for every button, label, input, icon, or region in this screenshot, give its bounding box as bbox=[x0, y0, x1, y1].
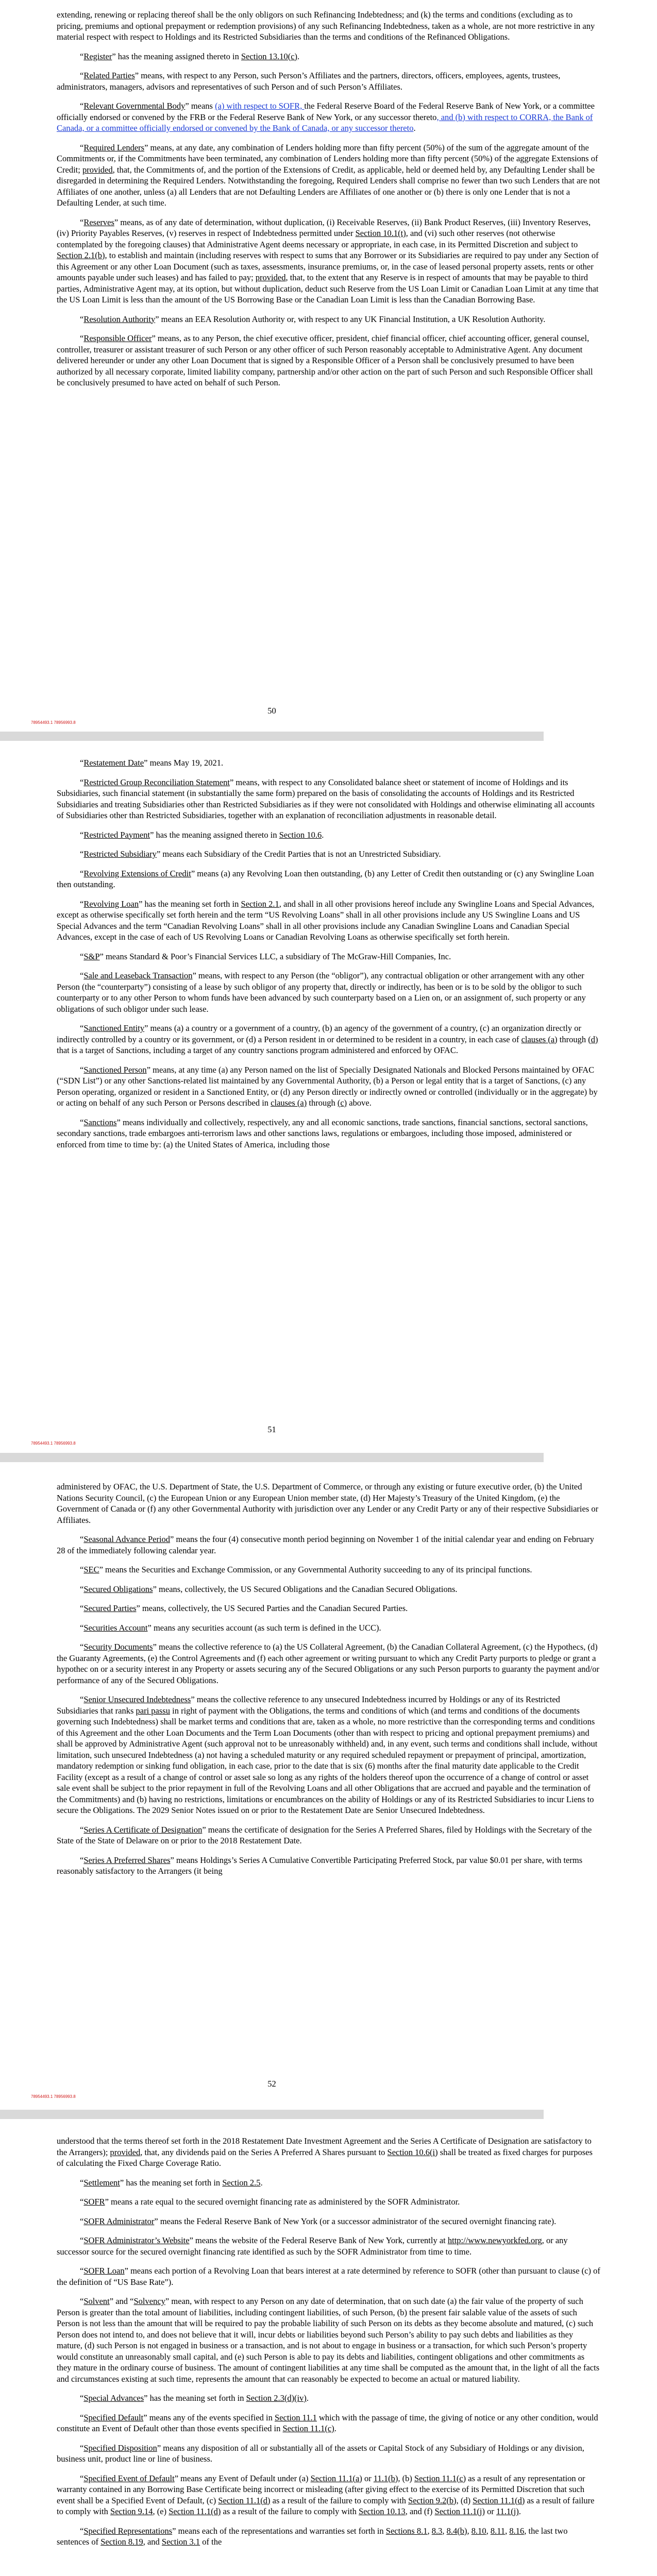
defined-term: Section 11.1(d) bbox=[473, 2495, 525, 2505]
text-run: administered by OFAC, the U.S. Department of State, the U.S. Department of Commerce, or through any existing or future executive order, (b) the United Nations Security Council, (c) the European Union or any European Union member state, (d) Her Majesty’s Treasury of the United Kingdom, (e) the Government of Canada or (f) any other Governmental Authority with jurisdiction over any Lender or any Credit Party or any of their respective Subsidiaries or Affiliates. bbox=[57, 1482, 599, 1525]
text-run: . bbox=[334, 2424, 336, 2433]
definition-paragraph bbox=[57, 1023, 600, 1056]
defined-term: Reserves bbox=[83, 217, 114, 227]
text-run: ” means, collectively, the US Secured Obligations and the Canadian Secured Obligations. bbox=[153, 1584, 458, 1594]
text-run: , that, any dividends paid on the Series A Preferred A Shares pursuant to bbox=[140, 2147, 388, 2157]
defined-term: Section 11.1(a) bbox=[310, 2473, 362, 2483]
text-run: understood that the terms thereof set forth in the 2018 Restatement Date Investment Agreement and the Series A Certificate of Designation are satisfactory to the Arrangers); bbox=[57, 2136, 592, 2157]
text-run: “ bbox=[80, 2216, 84, 2226]
definition-paragraph bbox=[57, 2412, 600, 2434]
defined-term: Responsible Officer bbox=[83, 333, 152, 343]
page-number: 52 bbox=[267, 2079, 276, 2089]
defined-term: SOFR bbox=[83, 2197, 105, 2207]
text-run: . bbox=[260, 2177, 263, 2188]
defined-term: SOFR Administrator’s Website bbox=[83, 2235, 190, 2245]
definition-paragraph bbox=[57, 100, 600, 134]
text-run: “ bbox=[80, 951, 84, 961]
defined-term: Section 2.1 bbox=[241, 899, 279, 909]
text-run: “ bbox=[80, 1642, 84, 1652]
defined-term: Solvent bbox=[83, 2296, 110, 2306]
text-run: “ bbox=[80, 899, 84, 909]
text-run: ” means the Securities and Exchange Commission, or any Governmental Authority succeeding to any of its principal functions. bbox=[99, 1565, 532, 1574]
defined-term: Revolving Extensions of Credit bbox=[83, 868, 191, 878]
text-run: , bbox=[486, 2526, 491, 2536]
defined-term: (c) bbox=[337, 1098, 347, 1108]
page-number: 51 bbox=[267, 1425, 276, 1434]
defined-term: Senior Unsecured Indebtedness bbox=[83, 1694, 191, 1704]
defined-term: Seasonal Advance Period bbox=[83, 1534, 171, 1544]
definition-paragraph bbox=[57, 2235, 600, 2257]
text-run: ” and “ bbox=[109, 2296, 134, 2306]
defined-term: Section 10.6 bbox=[279, 829, 322, 840]
defined-term: Section 9.14 bbox=[110, 2506, 153, 2516]
text-run: ” means an EEA Resolution Authority or, with respect to any UK Financial Institution, a UK Resolution Authority. bbox=[155, 314, 546, 324]
text-run: . bbox=[297, 51, 300, 61]
text-run: ” means bbox=[185, 101, 215, 111]
text-run: “ bbox=[80, 1622, 84, 1633]
defined-term: Restricted Subsidiary bbox=[83, 849, 157, 859]
defined-term: Section 10.13 bbox=[358, 2506, 406, 2516]
text-run: “ bbox=[80, 2526, 84, 2536]
text-run: ” means the website of the Federal Reserve Bank of New York, currently at bbox=[189, 2235, 448, 2245]
definition-paragraph bbox=[57, 1603, 600, 1614]
text-run: through bbox=[307, 1098, 338, 1108]
defined-term: Series A Preferred Shares bbox=[83, 1855, 171, 1865]
page-number: 50 bbox=[267, 706, 276, 716]
page-separator bbox=[0, 732, 544, 741]
text-run: ” means, with respect to any Consolidated balance sheet or statement of income of Holdings and its Subsidiaries, such financial statement (in substantially the same form) prepared on the basis of consolidating the accounts of Holdings and its Restricted Subsidiaries and treating Subsidiaries other than Restricted Subsidiaries as if they were not consolidated with Holdings and otherwise eliminating all accounts of Subsidiaries other than Restricted Subsidiaries, together with an explanation of reconciliation adjustments in reasonable detail. bbox=[57, 777, 595, 820]
text-run: , and (vi) such other reserves (not otherwise contemplated by the foregoing clauses) that Administrative Agent deems necessary or appropriate, in each case, in its Permitted Discretion and subject to bbox=[57, 228, 578, 249]
definition-paragraph bbox=[57, 9, 600, 43]
text-run: which with the passage of time, the giving of notice or any other condition, would constitute an Event of Default other than those events specified in bbox=[57, 2412, 598, 2433]
text-run: “ bbox=[80, 1534, 84, 1544]
definition-paragraph bbox=[57, 1584, 600, 1595]
definition-paragraph bbox=[57, 1064, 600, 1109]
text-run: “ bbox=[80, 333, 84, 343]
defined-term: Sale and Leaseback Transaction bbox=[83, 971, 193, 980]
text-run: “ bbox=[80, 849, 84, 859]
text-run: as a result of any representation or warranty contained in any Borrowing Base Certificate being incorrect or misleading (after giving effect to the exercise of its Permitted Discretion that such event shall be a Specified Event of Default, (c) bbox=[57, 2473, 585, 2505]
text-run: , bbox=[427, 2526, 432, 2536]
text-run: ” means, as of any date of determination, without duplication, (i) Receivable Reserves, (ii) Bank Product Reserves, (iii) Inventory Reserves, (iv) Priority Payables Reserves, (v) reserves in respect of Indebtedness permitted under bbox=[57, 217, 591, 238]
defined-term: Restricted Payment bbox=[83, 829, 150, 840]
text-run: “ bbox=[80, 1824, 84, 1835]
text-run: , (e) bbox=[153, 2506, 169, 2516]
defined-term: 8.10 bbox=[471, 2526, 486, 2536]
text-run: “ bbox=[80, 1023, 84, 1033]
text-run: above. bbox=[347, 1098, 372, 1108]
text-run: , and (f) bbox=[405, 2506, 435, 2516]
defined-term: SOFR Administrator bbox=[83, 2216, 155, 2226]
defined-term: 8.11 bbox=[490, 2526, 506, 2536]
defined-term: Section 11.1(d) bbox=[169, 2506, 221, 2516]
definition-paragraph bbox=[57, 1564, 600, 1575]
text-run: ” means May 19, 2021. bbox=[144, 758, 224, 768]
text-run: “ bbox=[80, 1603, 84, 1613]
text-run: ” means, at any time (a) any Person named on the list of Specially Designated Nationals and Blocked Persons maintained by OFAC (“SDN List”) or any other Sanctions-related list maintained by any Governmental Authority, (b) a Person or legal entity that is a target of Sanctions, (c) any Person operating, organized or resident in a Sanctioned Entity, or (d) any Person directly or indirectly owned or controlled (individually or in the aggregate) by or acting on behalf of any such Person or Persons described in bbox=[57, 1064, 598, 1108]
text-run: “ bbox=[80, 314, 84, 324]
defined-term: Security Documents bbox=[83, 1642, 153, 1652]
text-run: ” means the collective reference to any unsecured Indebtedness incurred by Holdings or any of its Restricted Subsidiaries that ranks bbox=[57, 1694, 560, 1716]
defined-term: Specified Default bbox=[83, 2412, 144, 2422]
text-run: ” means Standard & Poor’s Financial Services LLC, a subsidiary of The McGraw-Hill Companies, Inc. bbox=[99, 951, 451, 961]
text-run: , and bbox=[143, 2537, 162, 2547]
text-run: “ bbox=[80, 1694, 84, 1704]
text-run: “ bbox=[80, 971, 84, 980]
definition-paragraph bbox=[57, 2296, 600, 2384]
text-run: “ bbox=[80, 1064, 84, 1075]
defined-term: Required Lenders bbox=[83, 142, 145, 152]
defined-term: Securities Account bbox=[83, 1622, 148, 1633]
defined-term: Section 3.1 bbox=[161, 2537, 200, 2547]
text-run: ” means, with respect to any Person, such Person’s Affiliates and the partners, directors, officers, employees, agents, trustees, administrators, managers, advisors and representatives of such Person and of such Person’s Affiliates. bbox=[57, 71, 561, 92]
text-run: “ bbox=[80, 1117, 84, 1127]
text-run: ” has the meaning set forth in bbox=[139, 899, 241, 909]
defined-term: Secured Parties bbox=[83, 1603, 137, 1613]
defined-term: Section 8.19 bbox=[100, 2537, 143, 2547]
defined-term: (d) bbox=[588, 1034, 598, 1044]
text-run: through bbox=[557, 1034, 588, 1044]
definition-paragraph bbox=[57, 1694, 600, 1816]
definition-paragraph bbox=[57, 849, 600, 860]
defined-term: provided bbox=[110, 2147, 141, 2157]
page-content bbox=[0, 1481, 657, 1885]
defined-term: S&P bbox=[83, 951, 100, 961]
text-run: , (d) bbox=[456, 2495, 473, 2505]
defined-term: Settlement bbox=[83, 2177, 120, 2188]
defined-term: Solvency bbox=[133, 2296, 165, 2306]
text-run: , and shall in all other provisions hereof include any Swingline Loans and Special Advances, except as otherwise specifically set forth herein and the term “US Revolving Loans” shall in all other provisions include any US Swingline Loans and US Special Advances and the term “Canadian Revolving Loans” shall in all other provisions include any Canadian Swingline Loans and Canadian Special Advances, except in the case of each of US Revolving Loans or Canadian Revolving Loans as otherwise specifically set forth herein. bbox=[57, 899, 595, 942]
definition-paragraph bbox=[57, 1534, 600, 1556]
defined-term: Section 11.1(j) bbox=[434, 2506, 485, 2516]
text-run: ” means, collectively, the US Secured Parties and the Canadian Secured Parties. bbox=[136, 1603, 408, 1613]
text-run: “ bbox=[80, 2393, 84, 2403]
defined-term: Revolving Loan bbox=[83, 899, 139, 909]
text-run: “ bbox=[80, 2197, 84, 2207]
definition-paragraph bbox=[57, 1622, 600, 1634]
defined-term: Section 11.1 bbox=[275, 2412, 317, 2422]
text-run: ” means any Event of Default under (a) bbox=[174, 2473, 311, 2483]
defined-term: Specified Disposition bbox=[83, 2443, 157, 2453]
text-run: “ bbox=[80, 2235, 84, 2245]
text-run: ” means any disposition of all or substantially all of the assets or Capital Stock of any Subsidiary of Holdings or any division, business unit, product line or line of business. bbox=[57, 2443, 584, 2464]
defined-term: Section 11.1(c) bbox=[282, 2424, 334, 2433]
page-content bbox=[0, 2136, 657, 2556]
defined-term: 11.1(b) bbox=[373, 2473, 398, 2483]
definition-paragraph bbox=[57, 2196, 600, 2208]
defined-term: Section 10.1(t) bbox=[355, 228, 406, 238]
definition-paragraph bbox=[57, 2526, 600, 2548]
text-run: ” means each portion of a Revolving Loan that bears interest at a rate determined by reference to SOFR (other than pursuant to clause (c) of the definition of “US Base Rate”). bbox=[57, 2266, 600, 2287]
text-run: as a result of the failure to comply with bbox=[221, 2506, 359, 2516]
text-run: “ bbox=[80, 217, 84, 227]
definition-paragraph bbox=[57, 1824, 600, 1846]
defined-term: pari passu bbox=[136, 1705, 170, 1716]
text-run: ” means the collective reference to (a) the US Collateral Agreement, (b) the Canadian Collateral Agreement, (c) the Hypothecs, (d) the Guaranty Agreements, (e) the Control Agreements and (f) each other agreement or writing pursuant to which any Credit Party purports to pledge or grant a hypothec on or a security interest in any Property or assets securing any of the Secured Obligations or any such Person purports to guaranty the payment and/or performance of any of the Secured Obligations. bbox=[57, 1642, 599, 1685]
defined-term: Sanctioned Person bbox=[83, 1064, 147, 1075]
text-run: as a result of the failure to comply with bbox=[270, 2495, 409, 2505]
text-run: the Federal Reserve Board of the Federal Reserve Bank of New York, or a committee officially endorsed or convened by the FRB or the Federal Reserve Bank of New York, or any successor thereto bbox=[57, 101, 595, 122]
defined-term: Specified Representations bbox=[83, 2526, 173, 2536]
definition-paragraph bbox=[57, 314, 600, 325]
text-run: or bbox=[362, 2473, 374, 2483]
defined-term: Series A Certificate of Designation bbox=[83, 1824, 203, 1835]
text-run: “ bbox=[80, 1565, 84, 1574]
text-run: , bbox=[467, 2526, 471, 2536]
definition-paragraph bbox=[57, 868, 600, 890]
defined-term: Section 2.1(b) bbox=[57, 250, 105, 260]
inserted-text: , and (b) with respect to CORRA, the Bank of Canada, or a committee officially endorsed or convened by the Bank of Canada, or any successor thereto bbox=[57, 112, 593, 133]
text-run: of the bbox=[200, 2537, 222, 2547]
text-run: extending, renewing or replacing thereof shall be the only obligors on such Refinancing Indebtedness; and (k) the terms and conditions (excluding as to pricing, premiums and optional prepayment or redemption provisions) of any such Refinancing Indebtedness, taken as a whole, are not more restrictive in any material respect with respect to Holdings and its Restricted Subsidiaries than the terms and conditions of the Refinanced Obligations. bbox=[57, 10, 595, 42]
definition-paragraph bbox=[57, 1855, 600, 1877]
defined-term: Section 2.5 bbox=[222, 2177, 261, 2188]
defined-term: 8.16 bbox=[509, 2526, 525, 2536]
text-run: ” means individually and collectively, respectively, any and all economic sanctions, trade sanctions, financial sanctions, sectoral sanctions, secondary sanctions, trade embargoes anti-terrorism laws and other sanctions laws, regulations or embargoes, including those imposed, administered or enforced from time to time by: (a) the United States of America, including those bbox=[57, 1117, 588, 1149]
text-run: “ bbox=[80, 1855, 84, 1865]
text-run: “ bbox=[80, 758, 84, 768]
defined-term: Secured Obligations bbox=[83, 1584, 153, 1594]
text-run: “ bbox=[80, 829, 84, 840]
definition-paragraph bbox=[57, 1641, 600, 1686]
defined-term: provided bbox=[255, 273, 286, 282]
text-run: in right of payment with the Obligations, the terms and conditions of which (and terms and conditions of the documents governing such Indebtedness) shall be market terms and conditions that are, taken as a whole, no more restrictive than the corresponding terms and conditions of this Agreement and the other Loan Documents and the Term Loan Documents (other than with respect to pricing and optional prepayment premiums) and shall be approved by Administrative Agent (such approval not to be unreasonably withheld) and, in any event, such terms and conditions shall include, without limitation, such unsecured Indebtedness (a) not having a scheduled maturity or any required scheduled repayment or prepayment of principal, amortization, mandatory redemption or sinking fund obligation, in each case, prior to the date that is six (6) months after the final maturity date applicable to the Credit Facility (except as a result of a change of control or asset sale so long as any rights of the holders thereof upon the occurrence of a change of control or asset sale event shall be subject to the prior repayment in full of the Revolving Loans and all other Obligations that are accrued and payable and the termination of the Commitments) and (b) having no restrictions, limitations or encumbrances on the ability of Holdings or any of its Restricted Subsidiaries to incur Liens to secure the Obligations. The 2029 Senior Notes issued on or prior to the Restatement Date are Senior Unsecured Indebtedness. bbox=[57, 1705, 598, 1815]
defined-term: Section 11.1(d) bbox=[218, 2495, 271, 2505]
text-run: , that, the Commitments of, and the portion of the Extensions of Credit, as applicable, held or deemed held by, any Defaulting Lender shall be disregarded in determining the Required Lenders. Notwithstanding the foregoing, Required Lenders shall comprise no fewer than two such Lenders that are not Affiliates of one another, unless (a) all Lenders that are not Defaulting Lenders are Affiliates of one another or (b) there is only one Lender that is not a Defaulting Lender, at such time. bbox=[57, 164, 600, 208]
definition-paragraph bbox=[57, 2443, 600, 2465]
defined-term: 11.1(j) bbox=[496, 2506, 519, 2516]
text-run: ” means each of the representations and warranties set forth in bbox=[172, 2526, 386, 2536]
definition-paragraph bbox=[57, 1117, 600, 1150]
defined-term: SOFR Loan bbox=[83, 2266, 125, 2276]
page-content bbox=[0, 757, 657, 1158]
definition-paragraph bbox=[57, 2473, 600, 2517]
text-run: ” means the certificate of designation for the Series A Preferred Shares, filed by Holdings with the Secretary of the State of the State of Delaware on or prior to the 2018 Restatement Date. bbox=[57, 1824, 592, 1845]
page-separator bbox=[0, 1453, 544, 1462]
definition-paragraph bbox=[57, 829, 600, 841]
text-run: ” means Holdings’s Series A Cumulative Convertible Participating Preferred Stock, par value $0.01 per share, with terms reasonably satisfactory to the Arrangers (it being bbox=[57, 1855, 583, 1876]
defined-term: 8.3 bbox=[431, 2526, 443, 2536]
text-run: , to establish and maintain (including reserves with respect to sums that any Borrower or its Subsidiaries are required to pay under any Section of this Agreement or any other Loan Document (such as taxes, assessments, insurance premiums, or, in the case of leased personal property assets, rents or other amounts payable under such leases) and has failed to pay; bbox=[57, 250, 599, 282]
text-run: . bbox=[322, 829, 324, 840]
definition-paragraph bbox=[57, 2393, 600, 2404]
text-run: ” means, at any date, any combination of Lenders holding more than fifty percent (50%) of the sum of the aggregate amount of the Commitments or, if the Commitments have been terminated, any combination of Lenders holding more than fifty percent (50%) of the aggregate Extensions of Credit; bbox=[57, 142, 598, 175]
defined-term: Section 2.3(d)(iv) bbox=[246, 2393, 307, 2403]
definition-paragraph bbox=[57, 1481, 600, 1526]
defined-term: Specified Event of Default bbox=[83, 2473, 175, 2483]
text-run: . bbox=[518, 2506, 521, 2516]
text-run: ” means, as to any Person, the chief executive officer, president, chief financial officer, chief accounting officer, general counsel, controller, treasurer or assistant treasurer of such Person or any other officer of such Person reasonably acceptable to Administrative Agent. Any document delivered hereunder or under any other Loan Document that is signed by a Responsible Officer of a Person shall be conclusively presumed to have been authorized by all necessary corporate, limited liability company, partnership and/or other action on the part of such Person and such Responsible Officer shall be conclusively presumed to have acted on behalf of such Person. bbox=[57, 333, 593, 387]
defined-term: Section 13.10(c) bbox=[241, 51, 298, 61]
definition-paragraph bbox=[57, 2136, 600, 2169]
text-run: , the last two sentences of bbox=[57, 2526, 568, 2547]
definition-paragraph bbox=[57, 142, 600, 209]
text-run: . bbox=[306, 2393, 309, 2403]
text-run: ” has the meaning assigned thereto in bbox=[150, 829, 279, 840]
definition-paragraph bbox=[57, 899, 600, 943]
text-run: or bbox=[484, 2506, 496, 2516]
defined-term: Sanctions bbox=[83, 1117, 117, 1127]
definition-paragraph bbox=[57, 51, 600, 62]
defined-term: provided bbox=[82, 164, 113, 175]
defined-term: Restricted Group Reconciliation Statement bbox=[83, 777, 230, 787]
defined-term: http://www.newyorkfed.org bbox=[447, 2235, 542, 2245]
text-run: ” means a rate equal to the secured overnight financing rate as administered by the SOFR Administrator. bbox=[105, 2197, 460, 2207]
text-run: , or any successor source for the secured overnight financing rate identified as such by the SOFR Administrator from time to time. bbox=[57, 2235, 568, 2257]
definition-paragraph bbox=[57, 2216, 600, 2227]
text-run: “ bbox=[80, 71, 84, 80]
defined-term: clauses (a) bbox=[271, 1098, 307, 1108]
defined-term: 8.4(b) bbox=[446, 2526, 467, 2536]
text-run: ” has the meaning set forth in bbox=[120, 2177, 223, 2188]
text-run: shall be treated as fixed charges for purposes of calculating the Fixed Charge Coverage Ratio. bbox=[57, 2147, 593, 2168]
defined-term: Sanctioned Entity bbox=[83, 1023, 145, 1033]
definition-paragraph bbox=[57, 2265, 600, 2287]
defined-term: clauses (a) bbox=[521, 1034, 558, 1044]
text-run: “ bbox=[80, 868, 84, 878]
text-run: “ bbox=[80, 101, 84, 111]
defined-term: Resolution Authority bbox=[83, 314, 156, 324]
text-run: “ bbox=[80, 2177, 84, 2188]
defined-term: Register bbox=[83, 51, 112, 61]
text-run: “ bbox=[80, 2296, 84, 2306]
text-run: “ bbox=[80, 142, 84, 152]
text-run: ” means any of the events specified in bbox=[143, 2412, 275, 2422]
text-run: ” means the Federal Reserve Bank of New York (or a successor administrator of the secured overnight financing rate). bbox=[154, 2216, 557, 2226]
text-run: ” has the meaning set forth in bbox=[144, 2393, 246, 2403]
defined-term: Special Advances bbox=[83, 2393, 144, 2403]
text-run: , bbox=[505, 2526, 510, 2536]
text-run: , that, to the extent that any Reserve is in respect of amounts that may be payable to third parties, Administrative Agent may, at its option, but without duplication, deduct such Reserve from the US Loan Limit or Canadian Loan Limit at any time that the US Loan Limit is less than the amount of the US Borrowing Base or the Canadian Loan Limit is less than the Canadian Borrowing Base. bbox=[57, 273, 599, 304]
text-run: “ bbox=[80, 2443, 84, 2453]
page-content bbox=[0, 9, 657, 397]
definition-paragraph bbox=[57, 70, 600, 92]
document-id: 78954493.1 78956993.8 bbox=[31, 2094, 76, 2099]
defined-term: Section 10.6(i) bbox=[387, 2147, 438, 2157]
text-run: “ bbox=[80, 2473, 84, 2483]
text-run: ” has the meaning assigned thereto in bbox=[112, 51, 241, 61]
defined-term: Restatement Date bbox=[83, 758, 144, 768]
text-run: ” means (a) any Revolving Loan then outstanding, (b) any Letter of Credit then outstanding or (c) any Swingline Loan then outstanding. bbox=[57, 868, 594, 889]
definition-paragraph bbox=[57, 333, 600, 388]
text-run: “ bbox=[80, 777, 84, 787]
text-run: ” means each Subsidiary of the Credit Parties that is not an Unrestricted Subsidiary. bbox=[156, 849, 441, 859]
text-run: “ bbox=[80, 51, 84, 61]
defined-term: Sections 8.1 bbox=[385, 2526, 428, 2536]
definition-paragraph bbox=[57, 970, 600, 1014]
text-run: “ bbox=[80, 2266, 84, 2276]
text-run: ” means (a) a country or a government of a country, (b) an agency of the government of a country, (c) an organization directly or indirectly controlled by a country or its government, or (d) a Person resident in or determined to be resident in a country, in each case of bbox=[57, 1023, 581, 1044]
document-id: 78954493.1 78956993.8 bbox=[31, 1441, 76, 1446]
definition-paragraph bbox=[57, 757, 600, 769]
text-run: . bbox=[413, 123, 416, 133]
text-run: , (b) bbox=[398, 2473, 414, 2483]
definition-paragraph bbox=[57, 951, 600, 962]
defined-term: Relevant Governmental Body bbox=[83, 101, 186, 111]
defined-term: SEC bbox=[83, 1565, 99, 1574]
definition-paragraph bbox=[57, 777, 600, 821]
defined-term: Section 9.2(b) bbox=[408, 2495, 457, 2505]
text-run: ” means the four (4) consecutive month period beginning on November 1 of the initial calendar year and ending on February 28 of the immediately following calendar year. bbox=[57, 1534, 594, 1555]
text-run: ” mean, with respect to any Person on any date of determination, that on such date (a) the fair value of the property of such Person is greater than the total amount of liabilities, including contingent liabilities, of such Person, (b) the present fair salable value of the assets of such Person is not less than the amount that will be required to pay the probable liability of such Person on its debts as they become absolute and matured, (c) such Person does not intend to, and does not believe that it will, incur debts or liabilities beyond such Person’s ability to pay such debts and liabilities as they mature, (d) such Person is not engaged in business or a transaction, and is not about to engage in business or a transaction, for which such Person’s property would constitute an unreasonably small capital, and (e) such Person is able to pay its debts and liabilities, contingent obligations and other commitments as they mature in the ordinary course of business. The amount of contingent liabilities at any time shall be computed as the amount that, in the light of all the facts and circumstances existing at such time, represents the amount that can reasonably be expected to become an actual or matured liability. bbox=[57, 2296, 600, 2384]
text-run: ” means any securities account (as such term is defined in the UCC). bbox=[147, 1622, 381, 1633]
text-run: “ bbox=[80, 2412, 84, 2422]
definition-paragraph bbox=[57, 2177, 600, 2189]
text-run: that is a target of Sanctions, including a target of any country sanctions program administered and enforced by OFAC. bbox=[57, 1045, 458, 1055]
document-id: 78954493.1 78956993.8 bbox=[31, 720, 76, 725]
defined-term: Related Parties bbox=[83, 71, 135, 80]
text-run: “ bbox=[80, 1584, 84, 1594]
inserted-text: (a) with respect to SOFR, bbox=[215, 101, 305, 111]
definition-paragraph bbox=[57, 217, 600, 306]
defined-term: Section 11.1(c) bbox=[414, 2473, 466, 2483]
text-run: as a result of failure to comply with bbox=[57, 2495, 595, 2516]
text-run: ” means, with respect to any Person (the “obligor”), any contractual obligation or other arrangement with any other Person (the “counterparty”) consisting of a lease by such obligor of any property that, directly or indirectly, has been or is to be sold by the obligor to such counterparty or to any other Person to whom funds have been advanced by such counterparty based on a Lien on, or an assignment of, such property or any obligations of such obligor under such lease. bbox=[57, 971, 586, 1014]
text-run: , bbox=[442, 2526, 447, 2536]
page-separator bbox=[0, 2110, 544, 2119]
